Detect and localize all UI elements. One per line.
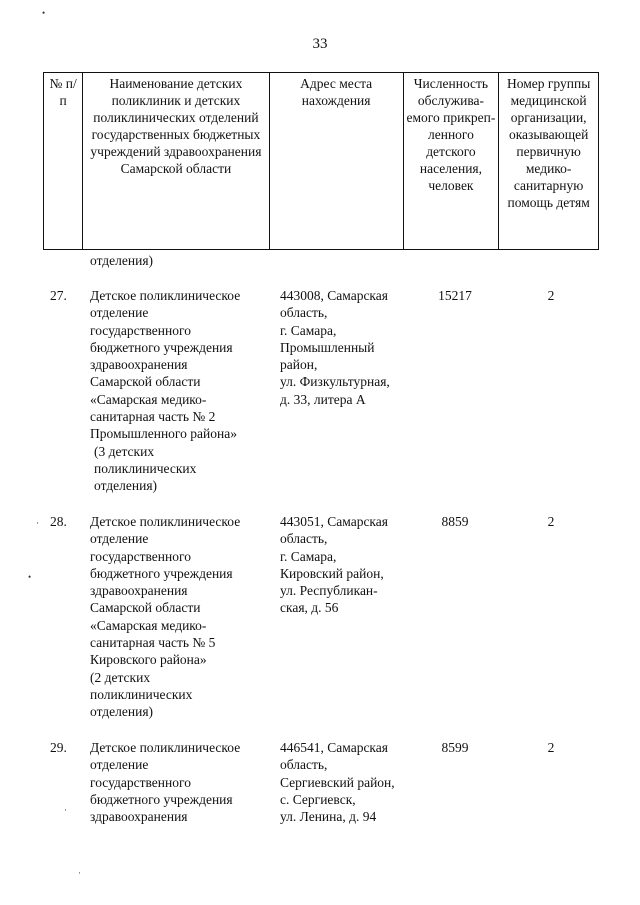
row-number: 29. [50,740,67,755]
header-population: Численность обслужива-емого прикреп-ленного детского населения, человек [403,73,499,250]
address-line: район, [280,357,318,373]
page-number: 33 [312,36,328,52]
name-line: здравоохранения [90,583,188,599]
group-value: 2 [547,288,555,303]
scan-speck: · [78,868,81,878]
population-value: 8599 [441,740,469,755]
name-line: отделения) [90,704,154,720]
address-line: с. Сергиевск, [280,791,356,807]
address-line: Сергиевский район, [280,774,395,790]
name-line: государственного [90,322,191,338]
group-value: 2 [547,740,555,755]
population-value: 15217 [438,288,472,303]
institution-name [90,739,275,825]
name-line: Детское поликлиническое [90,288,241,303]
institution-name [90,287,275,495]
row-number: 27. [50,288,67,303]
address-line: 443008, Самарская [280,288,388,303]
name-line: здравоохранения [90,809,188,825]
name-line: бюджетного учреждения [90,791,233,807]
scan-speck: · [36,518,39,528]
name-line: (3 детских [94,443,155,459]
header-address: Адрес места нахождения [269,73,403,250]
address-line: ул. Ленина, д. 94 [280,809,377,825]
address-line: ул. Физкультурная, [280,374,390,390]
group-value: 2 [547,514,555,529]
name-line: бюджетного учреждения [90,565,233,581]
name-line: «Самарская медико- [90,617,207,633]
address-line: 443051, Самарская [280,514,388,529]
name-line: Кировского района» [90,652,207,668]
name-line: санитарная часть № 5 [90,635,216,651]
name-line: отделение [90,757,149,773]
name-line: (2 детских [90,669,151,685]
name-line: отделения) [94,478,158,494]
address-line: г. Самара, [280,548,337,564]
scan-speck: · [64,805,67,815]
address-line: область, [280,757,328,773]
address-line: область, [280,531,328,547]
address-line: ул. Республикан- [280,583,378,599]
header-group: Номер группы медицинской организации, оказывающей первичную медико-санитарную помощь детям [499,73,599,250]
population-value: 8859 [441,514,469,529]
institution-name [90,513,275,721]
name-line: Промышленного района» [90,426,237,442]
name-line: поликлинических [90,686,193,702]
address-line: 446541, Самарская [280,740,388,755]
name-line: «Самарская медико- [90,391,207,407]
address-line: Промышленный [280,339,375,355]
name-line: отделение [90,531,149,547]
institution-address [280,287,415,408]
name-line: здравоохранения [90,357,188,373]
header-name: Наименование детских поликлиник и детских поликлинических отделений государственных бюджетных учреждений здравоохранения Самарской области [83,73,269,250]
row-number: 28. [50,514,67,529]
name-line: Детское поликлиническое [90,740,241,755]
address-line: Кировский район, [280,565,384,581]
address-line: ская, д. 56 [280,600,339,616]
name-line: поликлинических [94,460,197,476]
name-line: государственного [90,548,191,564]
name-line: Самарской области [90,600,201,616]
table-header [43,72,599,250]
address-line: область, [280,305,328,321]
name-line: Самарской области [90,374,201,390]
name-line: санитарная часть № 2 [90,409,216,425]
name-line: государственного [90,774,191,790]
name-line: Детское поликлиническое [90,514,241,529]
address-line: д. 33, литера А [280,391,366,407]
scan-speck: • [42,8,46,18]
name-line: бюджетного учреждения [90,339,233,355]
continuation-text: отделения) [90,253,154,268]
header-num: № п/п [44,73,83,250]
institution-address [280,513,415,617]
name-line: отделение [90,305,149,321]
institution-address [280,739,415,825]
scan-speck: • [28,572,32,582]
address-line: г. Самара, [280,322,337,338]
